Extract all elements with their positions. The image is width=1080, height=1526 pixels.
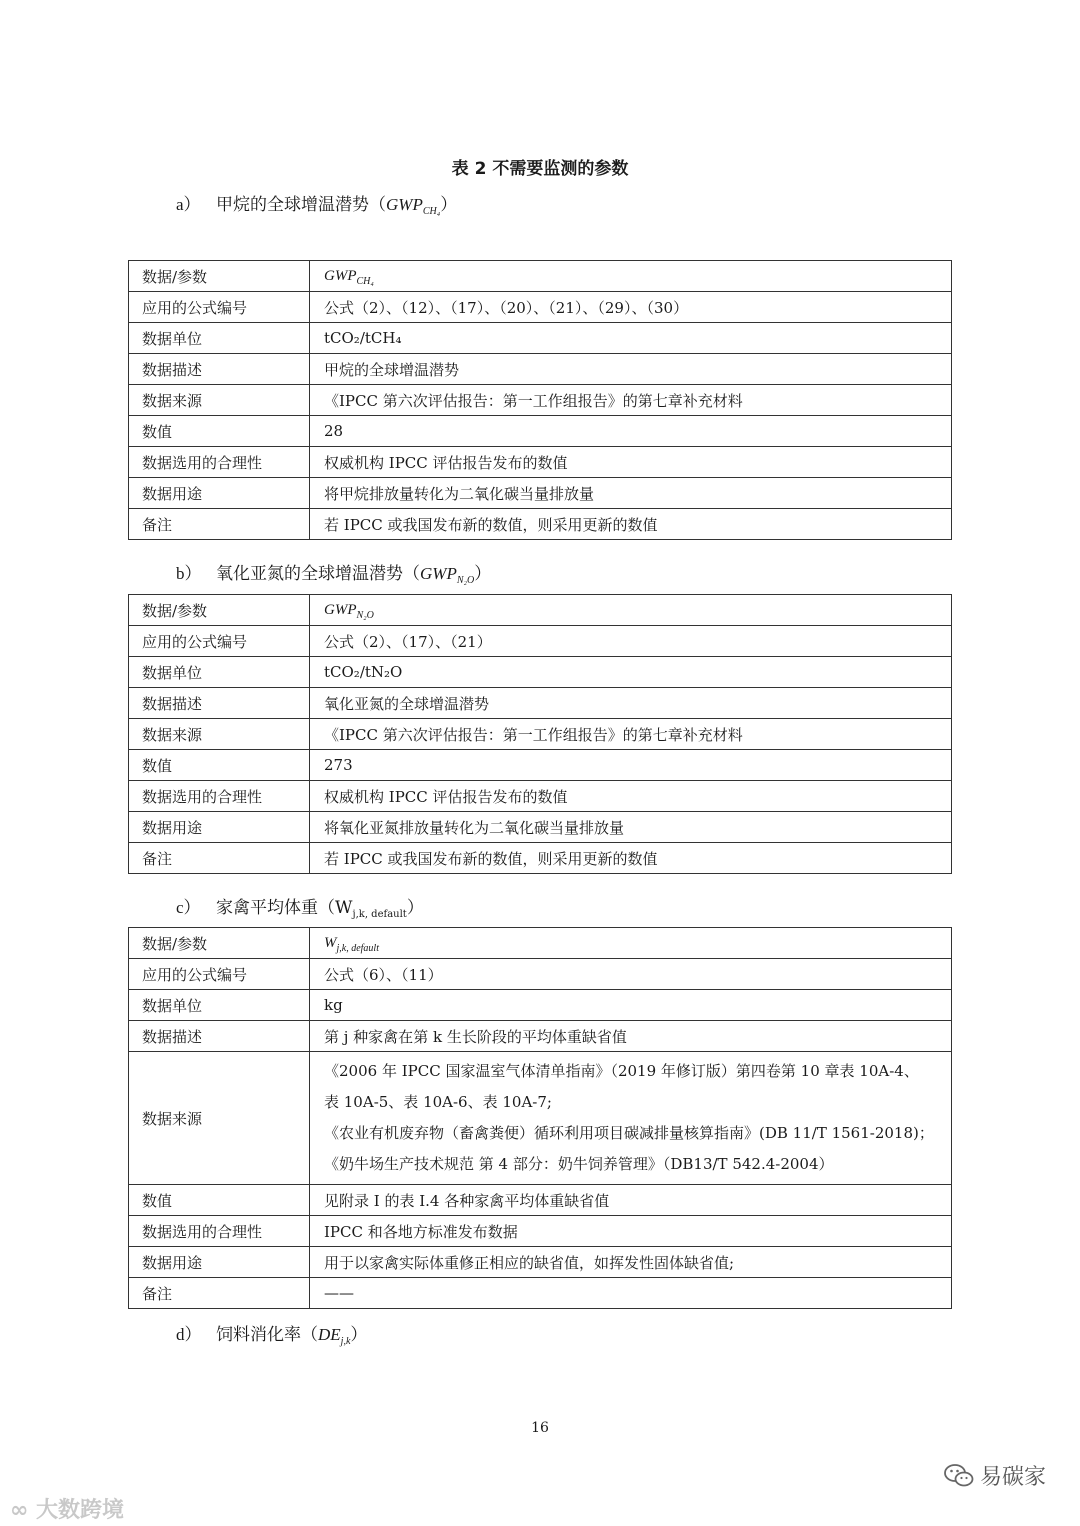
section-d-heading: d） 饲料消化率$(DE_{j,k})$ bbox=[176, 1320, 367, 1347]
table-row: 数据选用的合理性 IPCC 和各地方标准发布数据 bbox=[129, 1216, 952, 1247]
table-title: 表 2 不需要监测的参数 bbox=[451, 159, 629, 179]
section-a-heading: a） 甲烷的全球增温潜势$(GWP_{CH_4})$ bbox=[176, 190, 457, 217]
table-row: 数据来源 《IPCC 第六次评估报告：第一工作组报告》的第七章补充材料 bbox=[129, 719, 952, 750]
table-row: 数据描述 氧化亚氮的全球增温潜势 bbox=[129, 688, 952, 719]
table-row: 数据单位 tCO₂/tCH₄ bbox=[129, 323, 952, 354]
section-label: a） bbox=[176, 195, 201, 214]
section-label: c） bbox=[176, 898, 201, 917]
section-label: b） bbox=[176, 564, 202, 583]
table-row: 数据用途 将甲烷排放量转化为二氧化碳当量排放量 bbox=[129, 478, 952, 509]
table-row: 数据选用的合理性 权威机构 IPCC 评估报告发布的数值 bbox=[129, 781, 952, 812]
section-b-heading: b） 氧化亚氮的全球增温潜势$(GWP_{N_2O})$ bbox=[176, 559, 491, 586]
table-row: 数据选用的合理性 权威机构 IPCC 评估报告发布的数值 bbox=[129, 447, 952, 478]
watermark-left: ∞ 大数跨境 bbox=[10, 1498, 125, 1523]
table-row: 数据/参数 $GWP_{N_2O}$ bbox=[129, 595, 952, 626]
table-poultry-weight bbox=[128, 927, 952, 1309]
table-row: 数值 273 bbox=[129, 750, 952, 781]
table-row: 备注 —— bbox=[129, 1278, 952, 1309]
page-number: 16 bbox=[531, 1420, 549, 1436]
section-c-heading: c） 家禽平均体重$(W_{j,k, default})$ bbox=[176, 893, 424, 920]
table-row: 备注 若 IPCC 或我国发布新的数值，则采用更新的数值 bbox=[129, 509, 952, 540]
table-row: 数据来源 《2006 年 IPCC 国家温室气体清单指南》（2019 年修订版）第四卷第 10 章表 10A-4、 表 10A-5、表 10A-6、表 10A-7; 《农业有机废弃物（畜禽粪便）循环利用项目碳减排量核算指南》(DB 11/T 1561-2018)； 《奶牛场生产技术规范 第 4 部分：奶牛饲养管理》（DB13/T 542.4-2004） bbox=[129, 1052, 952, 1185]
table-row: 数据/参数 $W_{j,k, default}$ bbox=[129, 928, 952, 959]
wechat-icon bbox=[944, 1463, 974, 1489]
table-gwp-n2o bbox=[128, 594, 952, 874]
link-icon: ∞ bbox=[10, 1498, 29, 1523]
data-source-cell: 《2006 年 IPCC 国家温室气体清单指南》（2019 年修订版）第四卷第 10 章表 10A-4、 表 10A-5、表 10A-6、表 10A-7; 《农业有机废弃物（畜禽粪便）循环利用项目碳减排量核算指南》(DB 11/T 1561-2018)； 《奶牛场生产技术规范 第 4 部分：奶牛饲养管理》（DB13/T 542.4-2004） bbox=[310, 1052, 952, 1185]
table-row: 应用的公式编号 公式（2）、（12）、（17）、（20）、（21）、（29）、（30） bbox=[129, 292, 952, 323]
table-row: 数据用途 用于以家禽实际体重修正相应的缺省值，如挥发性固体缺省值; bbox=[129, 1247, 952, 1278]
table-row: 数据来源 《IPCC 第六次评估报告：第一工作组报告》的第七章补充材料 bbox=[129, 385, 952, 416]
table-row: 数据/参数 $GWP_{CH_4}$ bbox=[129, 261, 952, 292]
table-row: 数值 28 bbox=[129, 416, 952, 447]
table-row: 数据用途 将氧化亚氮排放量转化为二氧化碳当量排放量 bbox=[129, 812, 952, 843]
table-row: 备注 若 IPCC 或我国发布新的数值，则采用更新的数值 bbox=[129, 843, 952, 874]
section-label: d） bbox=[176, 1325, 202, 1344]
table-row: 应用的公式编号 公式（2）、（17）、（21） bbox=[129, 626, 952, 657]
table-gwp-ch4 bbox=[128, 260, 952, 540]
table-row: 数据描述 第 j 种家禽在第 k 生长阶段的平均体重缺省值 bbox=[129, 1021, 952, 1052]
table-row: 数据描述 甲烷的全球增温潜势 bbox=[129, 354, 952, 385]
watermark-right: 易碳家 bbox=[944, 1460, 1046, 1491]
table-row: 数值 见附录 I 的表 I.4 各种家禽平均体重缺省值 bbox=[129, 1185, 952, 1216]
table-row: 数据单位 kg bbox=[129, 990, 952, 1021]
table-row: 应用的公式编号 公式（6）、（11） bbox=[129, 959, 952, 990]
table-row: 数据单位 tCO₂/tN₂O bbox=[129, 657, 952, 688]
